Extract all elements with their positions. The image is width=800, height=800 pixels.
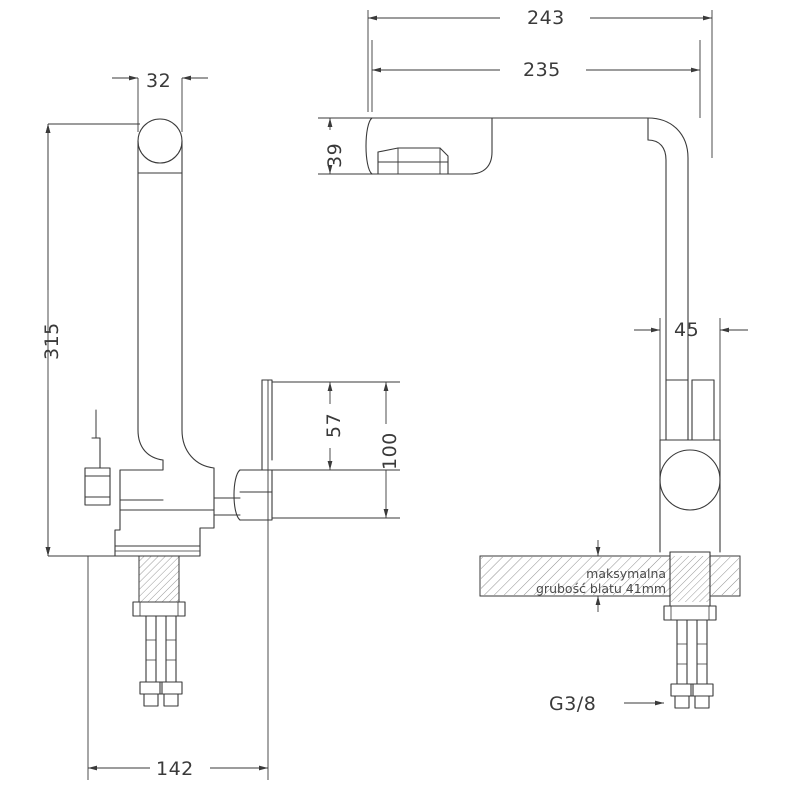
- counter-thickness-note-line2: grubość blatu 41mm: [536, 581, 667, 596]
- dimension-label-243: 243: [527, 7, 565, 29]
- dimension-label-315: 315: [41, 322, 63, 360]
- counter-thickness-note: [536, 566, 666, 596]
- dimension-label-142: 142: [156, 758, 194, 780]
- dimension-label-235: 235: [523, 59, 561, 81]
- dimension-label-100: 100: [379, 432, 401, 470]
- counter-thickness-note-line1: maksymalna: [586, 566, 667, 581]
- dimension-label-45: 45: [674, 319, 700, 341]
- thread-callout-label: G3/8: [549, 693, 597, 715]
- dimension-label-32: 32: [146, 70, 172, 92]
- dimension-label-57: 57: [323, 412, 345, 438]
- dimension-label-39: 39: [324, 142, 346, 168]
